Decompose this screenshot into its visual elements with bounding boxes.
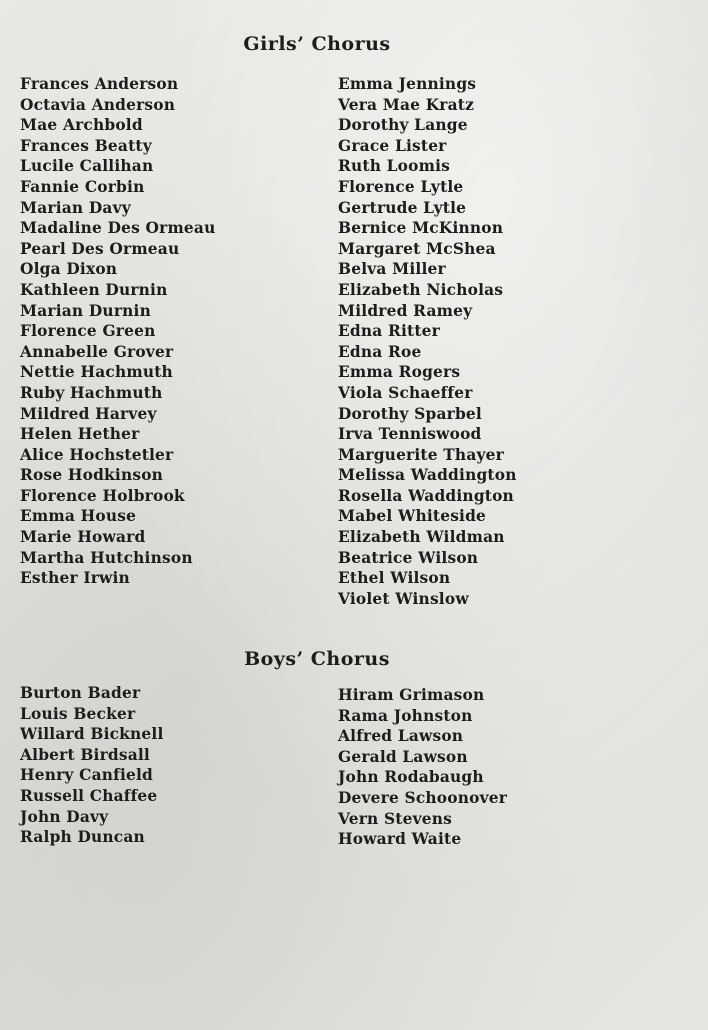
- member-name: Rose Hodkinson: [20, 466, 164, 485]
- member-name: Dorothy Sparbel: [338, 404, 482, 423]
- member-name: Vera Mae Kratz: [338, 95, 475, 114]
- boys-chorus-title: Boys’ Chorus: [244, 648, 390, 670]
- member-name: Margaret McShea: [338, 239, 496, 258]
- member-name: Albert Birdsall: [20, 745, 150, 764]
- member-name: Beatrice Wilson: [338, 548, 479, 567]
- member-name: Nettie Hachmuth: [20, 363, 173, 382]
- member-name: Olga Dixon: [20, 260, 118, 279]
- member-name: Marian Durnin: [20, 301, 151, 320]
- member-name: Madaline Des Ormeau: [20, 219, 216, 238]
- member-name: Fannie Corbin: [20, 177, 145, 196]
- member-name: Pearl Des Ormeau: [20, 239, 180, 258]
- member-name: Kathleen Durnin: [20, 280, 168, 299]
- boys-chorus-left-column: [20, 683, 164, 848]
- member-name: Willard Bicknell: [20, 725, 164, 744]
- member-name: Irva Tenniswood: [338, 425, 482, 444]
- member-name: Frances Beatty: [20, 136, 152, 155]
- boys-chorus-right-column: [338, 685, 507, 850]
- member-name: Emma House: [20, 507, 137, 526]
- member-name: Helen Hether: [20, 425, 140, 444]
- member-name: Emma Jennings: [338, 75, 477, 93]
- member-name: Octavia Anderson: [20, 95, 176, 114]
- member-name: Ruth Loomis: [338, 157, 450, 176]
- member-name: Mae Archbold: [20, 116, 143, 135]
- member-name: Emma Rogers: [338, 363, 461, 382]
- member-name: Lucile Callihan: [20, 157, 154, 176]
- member-name: John Rodabaugh: [338, 768, 484, 787]
- member-name: Florence Holbrook: [20, 486, 185, 505]
- member-name: Hiram Grimason: [338, 686, 485, 704]
- member-name: Annabelle Grover: [20, 342, 174, 361]
- member-name: Marian Davy: [20, 198, 131, 217]
- member-name: Esther Irwin: [20, 569, 130, 588]
- member-name: Violet Winslow: [338, 589, 469, 608]
- member-name: Dorothy Lange: [338, 116, 468, 135]
- member-name: Howard Waite: [338, 830, 462, 849]
- member-name: Alfred Lawson: [338, 727, 464, 746]
- member-name: John Davy: [20, 807, 109, 826]
- member-name: Bernice McKinnon: [338, 219, 504, 238]
- member-name: Viola Schaeffer: [338, 383, 473, 402]
- member-name: Belva Miller: [338, 260, 446, 279]
- member-name: Devere Schoonover: [338, 788, 508, 807]
- member-name: Frances Anderson: [20, 75, 179, 93]
- member-name: Mabel Whiteside: [338, 507, 487, 526]
- member-name: Rama Johnston: [338, 706, 473, 725]
- member-name: Gertrude Lytle: [338, 198, 467, 217]
- member-name: Florence Green: [20, 322, 156, 341]
- member-name: Florence Lytle: [338, 177, 464, 196]
- member-name: Grace Lister: [338, 136, 447, 155]
- member-name: Burton Bader: [20, 684, 141, 702]
- member-name: Russell Chaffee: [20, 786, 158, 805]
- member-name: Edna Ritter: [338, 322, 440, 341]
- member-name: Henry Canfield: [20, 766, 154, 785]
- member-name: Rosella Waddington: [338, 486, 514, 505]
- member-name: Elizabeth Wildman: [338, 528, 505, 547]
- member-name: Louis Becker: [20, 704, 136, 723]
- member-name: Mildred Harvey: [20, 404, 157, 423]
- member-name: Ethel Wilson: [338, 569, 451, 588]
- member-name: Mildred Ramey: [338, 301, 473, 320]
- member-name: Martha Hutchinson: [20, 548, 193, 567]
- member-name: Ruby Hachmuth: [20, 383, 163, 402]
- member-name: Gerald Lawson: [338, 747, 468, 766]
- member-name: Vern Stevens: [338, 809, 452, 828]
- member-name: Melissa Waddington: [338, 466, 517, 485]
- member-name: Marie Howard: [20, 528, 146, 547]
- member-name: Edna Roe: [338, 342, 422, 361]
- member-name: Alice Hochstetler: [20, 445, 174, 464]
- girls-chorus-title: Girls’ Chorus: [243, 33, 391, 55]
- member-name: Marguerite Thayer: [338, 445, 504, 464]
- member-name: Ralph Duncan: [20, 828, 145, 847]
- member-name: Elizabeth Nicholas: [338, 280, 504, 299]
- girls-chorus-right-column: [338, 74, 517, 609]
- girls-chorus-left-column: [20, 74, 216, 589]
